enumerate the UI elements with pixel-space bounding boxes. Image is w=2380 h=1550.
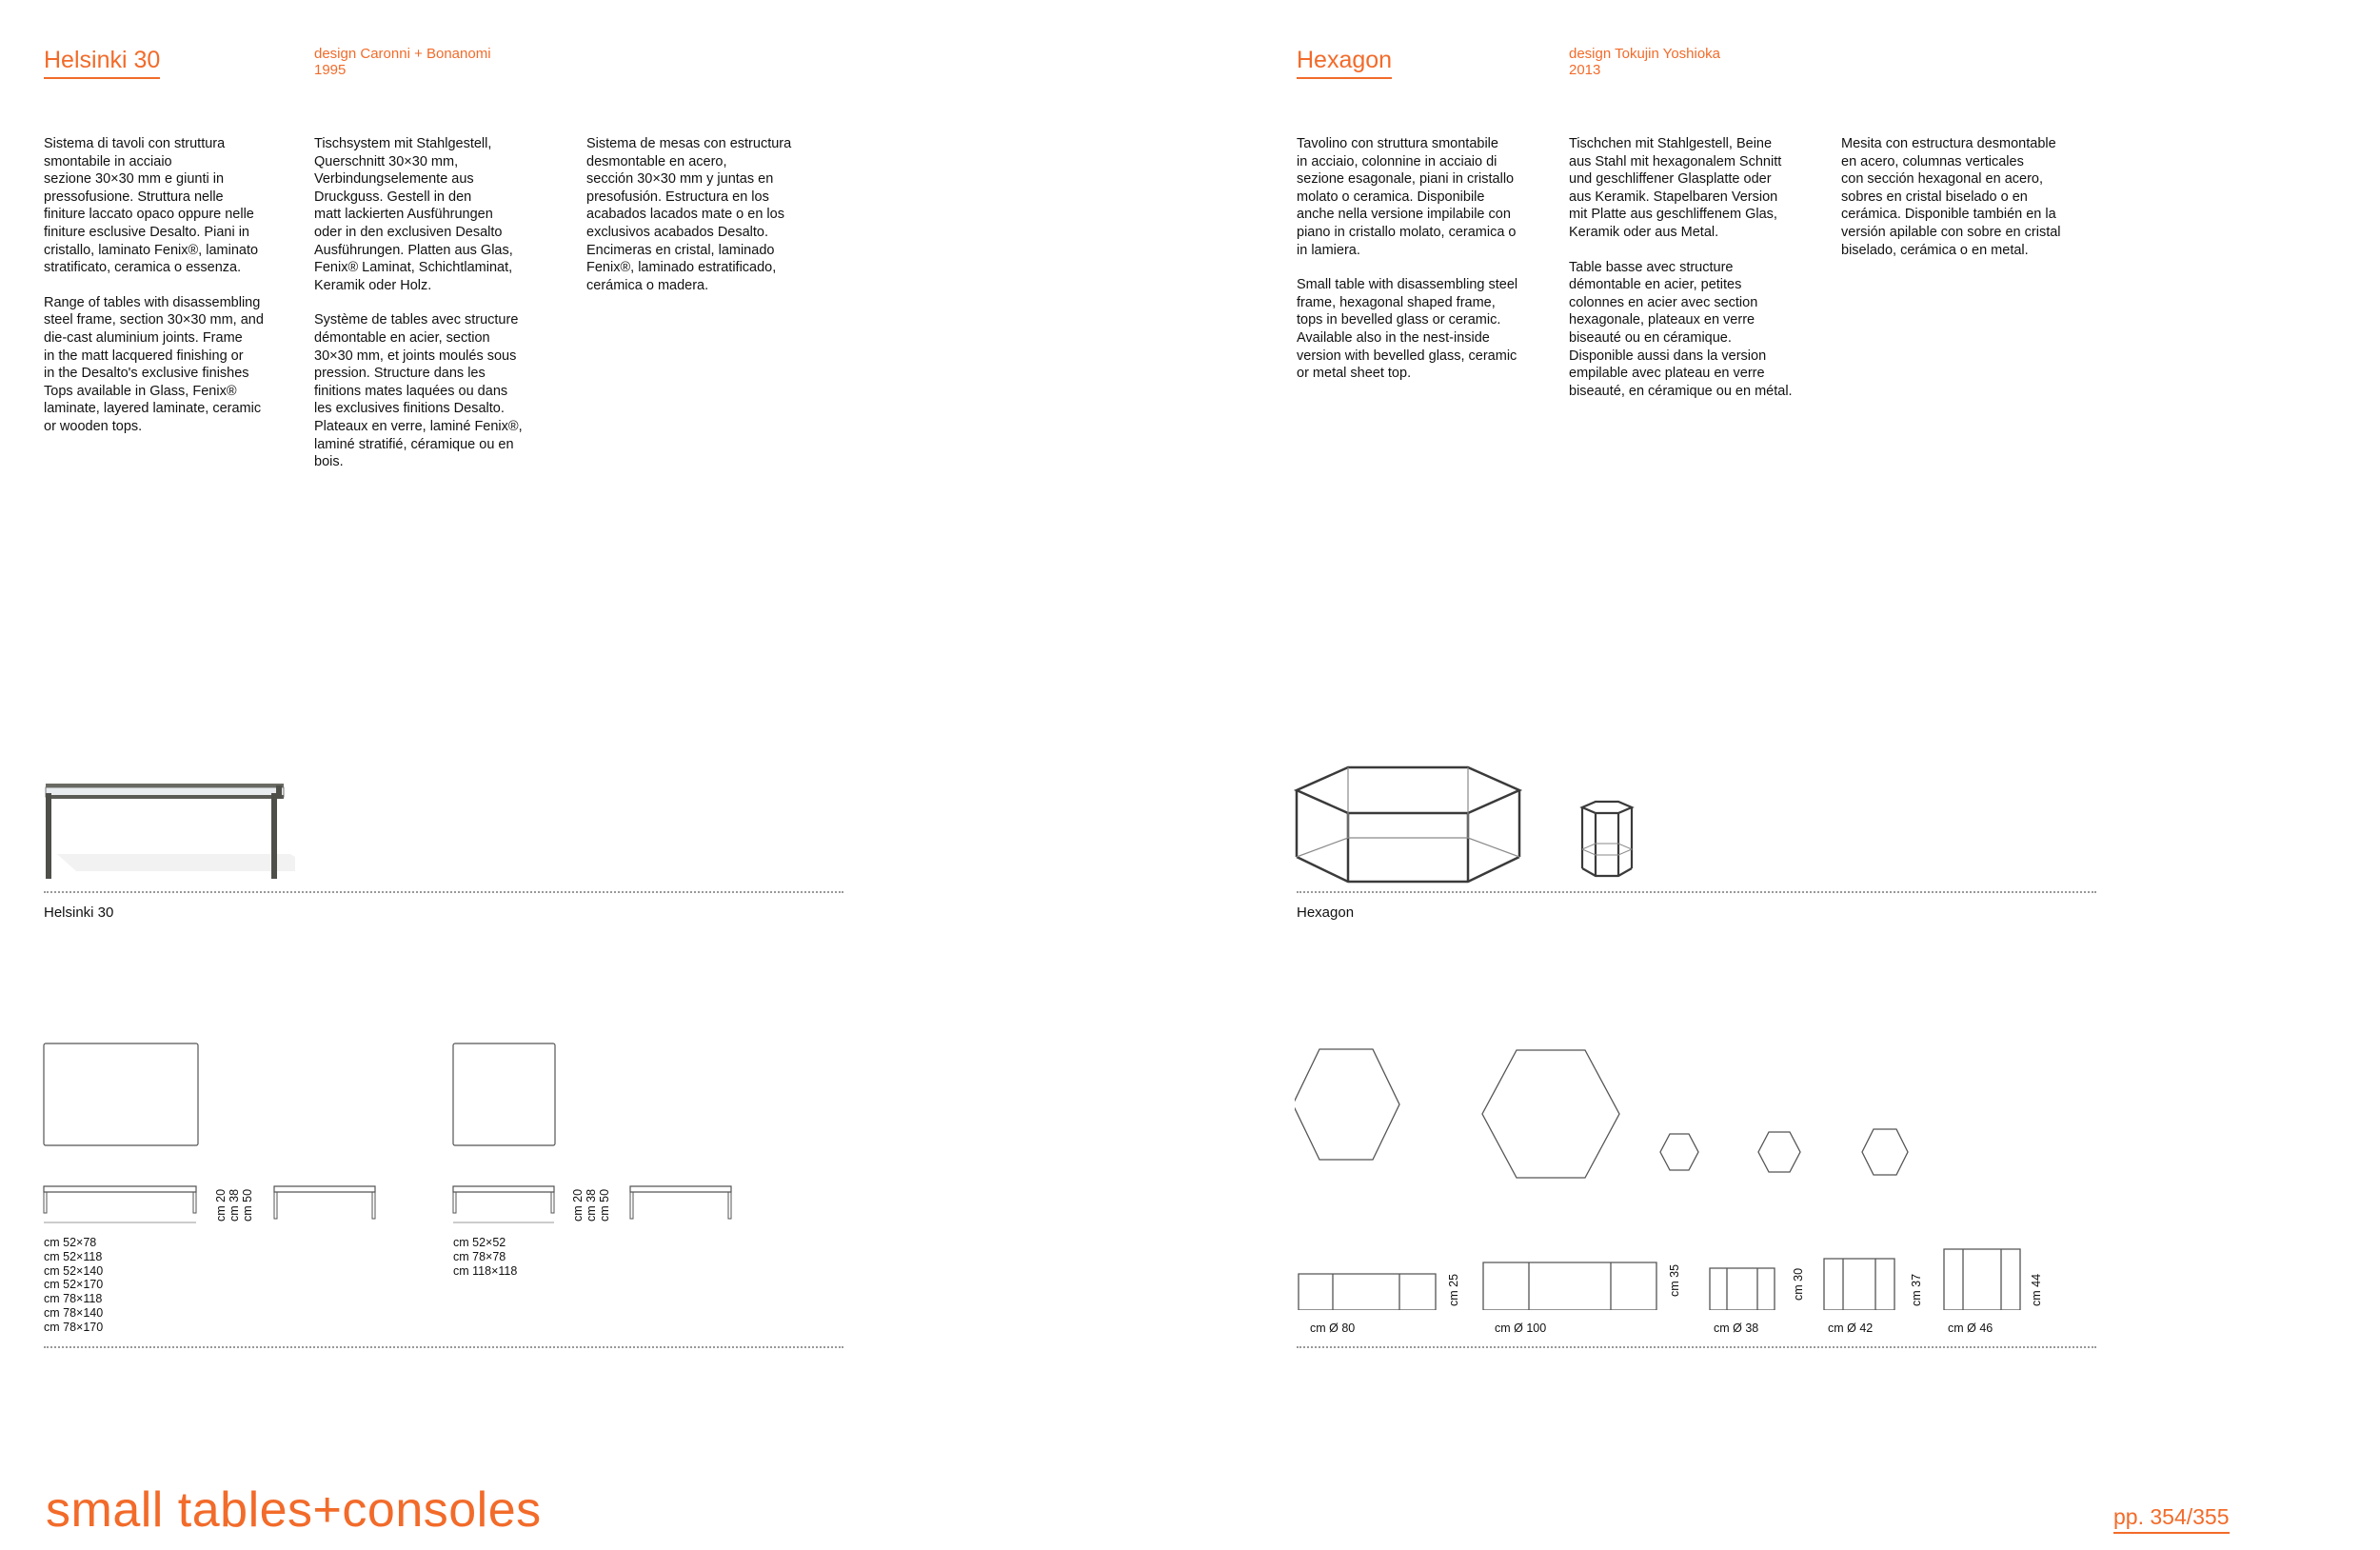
description-de: Tischsystem mit Stahlgestell, Querschnitt 30×30 mm, Verbindungselemente aus Druckguss. Gestell in den matt lackierten Ausführungen oder in den exclusiven Desalto Ausführungen. Platten aus Glas, Fenix® Laminat, Schichtlaminat, Keramik oder Holz. [314, 136, 513, 293]
hexagon-diameter-38: cm Ø 38 [1714, 1321, 1759, 1335]
hexagon-diameter-80: cm Ø 80 [1310, 1321, 1356, 1335]
divider [44, 1346, 843, 1348]
helsinki-table-photo [38, 776, 295, 883]
hexagon-diameter-42: cm Ø 42 [1828, 1321, 1874, 1335]
hexagon-top-views [1295, 1047, 2018, 1209]
photo-caption-helsinki: Helsinki 30 [44, 904, 114, 921]
product-title-hexagon: Hexagon [1297, 46, 1392, 79]
helsinki-square-side-view [451, 1184, 558, 1226]
hexagon-height-30: cm 30 [1792, 1267, 1805, 1301]
description-col-3 [1841, 135, 2100, 276]
description-en: Small table with disassembling steel frame, hexagonal shaped frame, tops in bevelled glass or ceramic. Available also in the nest-inside version with bevelled glass, ceramic or metal sheet top. [1297, 277, 1518, 382]
photo-caption-hexagon: Hexagon [1297, 904, 1355, 921]
page-numbers: pp. 354/355 [2113, 1504, 2230, 1534]
divider [1297, 1346, 2096, 1348]
divider [44, 891, 843, 893]
hexagon-height-44: cm 44 [2030, 1273, 2043, 1306]
divider [1297, 891, 2096, 893]
square-height-20: cm 20 [571, 1188, 585, 1222]
description-col-1 [44, 135, 303, 453]
product-title-helsinki: Helsinki 30 [44, 46, 160, 79]
hexagon-diameter-100: cm Ø 100 [1495, 1321, 1547, 1335]
description-de: Tischchen mit Stahlgestell, Beine aus Stahl mit hexagonalem Schnitt und geschliffener Glasplatte oder aus Keramik. Stapelbaren Version mit Platte aus geschliffenem Glas, Keramik oder aus Metal. [1569, 136, 1782, 240]
designer-name: design Caronni + Bonanomi [314, 46, 491, 62]
helsinki-square-top-view [451, 1042, 558, 1148]
description-it: Sistema di tavoli con struttura smontabile in acciaio sezione 30×30 mm e giunti in pressofusione. Struttura nelle finiture laccato opaco oppure nelle finiture esclusive Desalto. Piani in cristallo, laminato Fenix®, laminato stratificato, ceramica o essenza. [44, 136, 259, 276]
hexagon-height-25: cm 25 [1447, 1273, 1460, 1306]
helsinki-rect-end-view [272, 1184, 379, 1226]
helsinki-square-end-view [628, 1184, 735, 1226]
description-es: Mesita con estructura desmontable en acero, columnas verticales con sección hexagonal en acero, sobres en cristal biselado o en cerámica. Disponible también en la versión apilable con sobre en cristal biselado, cerámica o en metal. [1841, 136, 2061, 258]
description-col-3 [586, 135, 845, 311]
rect-size-list: cm 52×78 cm 52×118 cm 52×140 cm 52×170 cm 78×118 cm 78×140 cm 78×170 [44, 1236, 104, 1334]
helsinki-rect-top-view [42, 1042, 204, 1148]
square-height-38: cm 38 [585, 1188, 598, 1222]
description-en: Range of tables with disassembling steel frame, section 30×30 mm, and die-cast aluminium joints. Frame in the matt lacquered finishing or in the Desalto's exclusive finishes Tops available in Glass, Fenix® laminate, layered laminate, ceramic or wooden tops. [44, 294, 264, 434]
designer-name: design Tokujin Yoshioka [1569, 46, 1721, 62]
description-it: Tavolino con struttura smontabile in acciaio, colonnine in acciaio di sezione esagonale, piani in cristallo molato o ceramica. Disponibile anche nella versione impilabile con piano in cristallo molato, ceramica o in lamiera. [1297, 136, 1517, 258]
design-year: 1995 [314, 62, 347, 78]
hexagon-table-photo [1291, 762, 1786, 885]
description-col-2 [1569, 135, 1828, 417]
description-col-1 [1297, 135, 1556, 400]
description-es: Sistema de mesas con estructura desmontable en acero, sección 30×30 mm y juntas en presofusión. Estructura en los acabados lacados mate o en los exclusivos acabados Desalto. Encimeras en cristal, laminado Fenix®, laminado estratificado, cerámica o madera. [586, 136, 792, 293]
hexagon-height-35: cm 35 [1668, 1263, 1681, 1297]
square-size-list: cm 52×52 cm 78×78 cm 118×118 [453, 1236, 518, 1278]
rect-height-50: cm 50 [241, 1188, 254, 1222]
description-col-2 [314, 135, 573, 488]
designer-credit [314, 46, 491, 78]
hexagon-height-37: cm 37 [1910, 1273, 1923, 1306]
section-title: small tables+consoles [46, 1482, 542, 1538]
description-fr: Table basse avec structure démontable en acier, petites colonnes en acier avec section hexagonale, plateaux en verre biseauté ou en céramique. Disponible aussi dans la version empilable avec plateau en verre biseauté, en céramique ou en métal. [1569, 259, 1793, 399]
hexagon-diameter-46: cm Ø 46 [1948, 1321, 1993, 1335]
rect-height-38: cm 38 [228, 1188, 241, 1222]
helsinki-rect-side-view [42, 1184, 204, 1226]
square-height-50: cm 50 [598, 1188, 611, 1222]
description-fr: Système de tables avec structure démontable en acier, section 30×30 mm, et joints moulés sous pression. Structure dans les finitions mates laquées ou dans les exclusives finitions Desalto. Plateaux en verre, laminé Fenix®, laminé stratifié, céramique ou en bois. [314, 312, 523, 470]
rect-height-20: cm 20 [214, 1188, 228, 1222]
designer-credit [1569, 46, 1720, 78]
design-year: 2013 [1569, 62, 1601, 78]
